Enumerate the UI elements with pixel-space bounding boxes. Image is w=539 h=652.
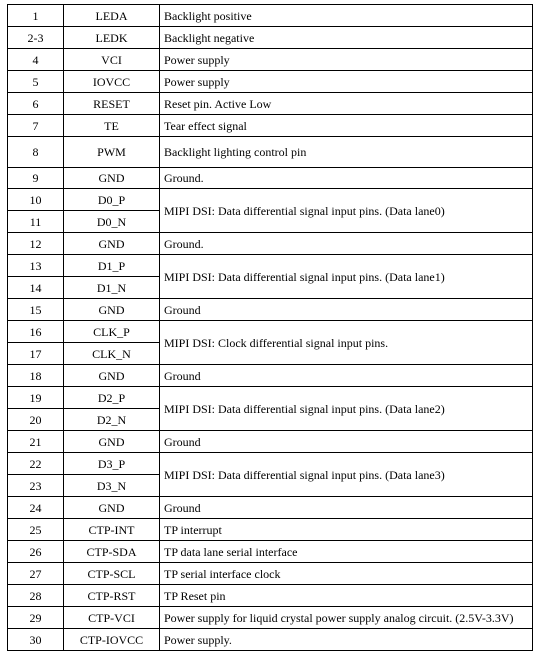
pin-number-cell: 26 <box>8 541 64 563</box>
pin-symbol-cell: TE <box>64 115 160 137</box>
pin-symbol-cell: D1_N <box>64 277 160 299</box>
pin-number-cell: 29 <box>8 607 64 629</box>
pin-number-cell: 16 <box>8 321 64 343</box>
table-row <box>8 5 533 27</box>
table-row <box>8 27 533 49</box>
pin-symbol-cell: RESET <box>64 93 160 115</box>
pin-description-cell: MIPI DSI: Data differential signal input pins. (Data lane3) <box>160 453 533 497</box>
pin-number-cell: 11 <box>8 211 64 233</box>
pin-definition-table <box>7 4 533 651</box>
table-row <box>8 541 533 563</box>
pin-description-cell: Ground <box>160 299 533 321</box>
pin-symbol-cell: GND <box>64 168 160 189</box>
pin-description-cell: TP interrupt <box>160 519 533 541</box>
pin-description-cell: MIPI DSI: Data differential signal input pins. (Data lane1) <box>160 255 533 299</box>
pin-symbol-cell: D0_N <box>64 211 160 233</box>
pin-description-cell: Power supply for liquid crystal power supply analog circuit. (2.5V-3.3V) <box>160 607 533 629</box>
pin-symbol-cell: PWM <box>64 137 160 168</box>
pin-symbol-cell: CLK_P <box>64 321 160 343</box>
pin-symbol-cell: VCI <box>64 49 160 71</box>
table-row <box>8 49 533 71</box>
table-row <box>8 321 533 343</box>
pin-description-cell: Power supply <box>160 71 533 93</box>
pin-symbol-cell: GND <box>64 365 160 387</box>
table-row <box>8 255 533 277</box>
table-row <box>8 387 533 409</box>
pin-description-cell: MIPI DSI: Clock differential signal input pins. <box>160 321 533 365</box>
pin-number-cell: 6 <box>8 93 64 115</box>
pin-description-cell: Ground. <box>160 233 533 255</box>
table-row <box>8 168 533 189</box>
pin-number-cell: 18 <box>8 365 64 387</box>
pin-number-cell: 10 <box>8 189 64 211</box>
pin-number-cell: 24 <box>8 497 64 519</box>
pin-symbol-cell: D0_P <box>64 189 160 211</box>
table-row <box>8 519 533 541</box>
pin-description-cell: Power supply <box>160 49 533 71</box>
pin-symbol-cell: LEDK <box>64 27 160 49</box>
pin-table-body <box>8 5 533 651</box>
pin-number-cell: 20 <box>8 409 64 431</box>
pin-number-cell: 23 <box>8 475 64 497</box>
pin-description-cell: Backlight negative <box>160 27 533 49</box>
pin-symbol-cell: IOVCC <box>64 71 160 93</box>
pin-description-cell: TP data lane serial interface <box>160 541 533 563</box>
pin-symbol-cell: GND <box>64 431 160 453</box>
table-row <box>8 93 533 115</box>
pin-description-cell: Ground <box>160 365 533 387</box>
table-row <box>8 497 533 519</box>
pin-number-cell: 13 <box>8 255 64 277</box>
pin-description-cell: Reset pin. Active Low <box>160 93 533 115</box>
pin-symbol-cell: D1_P <box>64 255 160 277</box>
pin-number-cell: 17 <box>8 343 64 365</box>
pin-description-cell: TP serial interface clock <box>160 563 533 585</box>
pin-symbol-cell: CTP-IOVCC <box>64 629 160 651</box>
pin-description-cell: Backlight positive <box>160 5 533 27</box>
pin-description-cell: Ground <box>160 497 533 519</box>
pin-symbol-cell: D3_P <box>64 453 160 475</box>
pin-number-cell: 21 <box>8 431 64 453</box>
table-row <box>8 453 533 475</box>
pin-description-cell: Tear effect signal <box>160 115 533 137</box>
pin-number-cell: 2-3 <box>8 27 64 49</box>
pin-description-cell: Ground. <box>160 168 533 189</box>
pin-number-cell: 9 <box>8 168 64 189</box>
pin-description-cell: Ground <box>160 431 533 453</box>
pin-number-cell: 14 <box>8 277 64 299</box>
pin-symbol-cell: D2_P <box>64 387 160 409</box>
table-row <box>8 563 533 585</box>
pin-symbol-cell: LEDA <box>64 5 160 27</box>
pin-description-cell: TP Reset pin <box>160 585 533 607</box>
pin-number-cell: 28 <box>8 585 64 607</box>
pin-symbol-cell: GND <box>64 497 160 519</box>
table-row <box>8 607 533 629</box>
pin-symbol-cell: CTP-VCI <box>64 607 160 629</box>
table-row <box>8 299 533 321</box>
pin-description-cell: Backlight lighting control pin <box>160 137 533 168</box>
pin-number-cell: 4 <box>8 49 64 71</box>
pin-description-cell: MIPI DSI: Data differential signal input pins. (Data lane2) <box>160 387 533 431</box>
pin-symbol-cell: CTP-SDA <box>64 541 160 563</box>
pin-symbol-cell: CTP-SCL <box>64 563 160 585</box>
pin-number-cell: 19 <box>8 387 64 409</box>
table-row <box>8 629 533 651</box>
table-row <box>8 431 533 453</box>
pin-number-cell: 8 <box>8 137 64 168</box>
pin-description-cell: Power supply. <box>160 629 533 651</box>
pin-number-cell: 22 <box>8 453 64 475</box>
pin-number-cell: 15 <box>8 299 64 321</box>
pin-number-cell: 25 <box>8 519 64 541</box>
pin-symbol-cell: CTP-INT <box>64 519 160 541</box>
table-row <box>8 71 533 93</box>
pin-number-cell: 27 <box>8 563 64 585</box>
table-row <box>8 233 533 255</box>
pin-number-cell: 1 <box>8 5 64 27</box>
pin-number-cell: 7 <box>8 115 64 137</box>
pin-description-cell: MIPI DSI: Data differential signal input pins. (Data lane0) <box>160 189 533 233</box>
pin-symbol-cell: D3_N <box>64 475 160 497</box>
pin-number-cell: 12 <box>8 233 64 255</box>
table-row <box>8 585 533 607</box>
pin-symbol-cell: D2_N <box>64 409 160 431</box>
pin-symbol-cell: GND <box>64 233 160 255</box>
table-row <box>8 189 533 211</box>
pin-symbol-cell: GND <box>64 299 160 321</box>
table-row <box>8 365 533 387</box>
pin-symbol-cell: CLK_N <box>64 343 160 365</box>
table-row <box>8 115 533 137</box>
pin-number-cell: 5 <box>8 71 64 93</box>
table-row <box>8 137 533 168</box>
pin-symbol-cell: CTP-RST <box>64 585 160 607</box>
pin-number-cell: 30 <box>8 629 64 651</box>
